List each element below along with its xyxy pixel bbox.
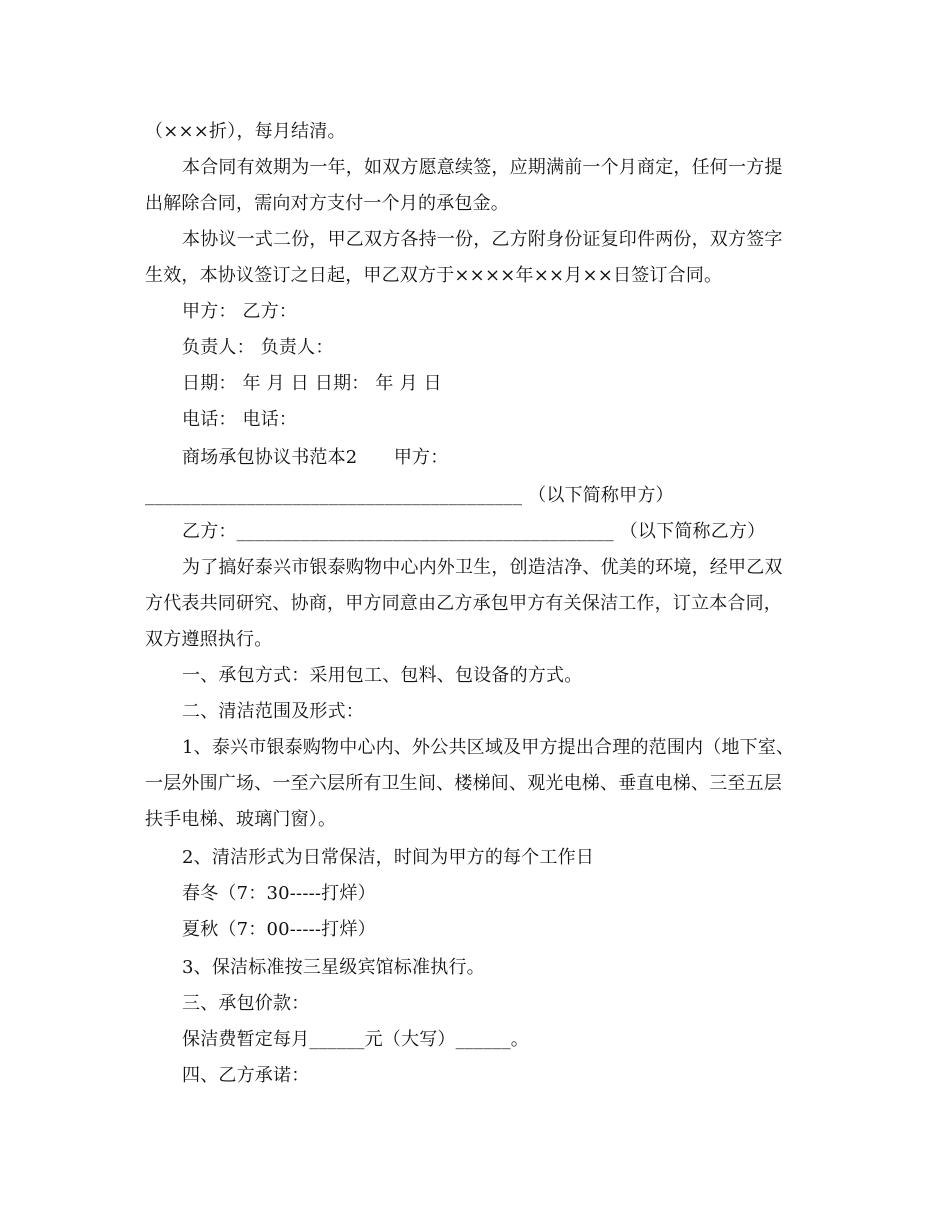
- clause-heading: 三、承包价款：: [182, 993, 310, 1014]
- text-line: 扶手电梯、玻璃门窗）。: [145, 809, 337, 830]
- fee-line: 保洁费暂定每月______元（大写）______。: [182, 1029, 529, 1050]
- text-line: （×××折），每月结清。: [145, 121, 346, 142]
- signature-date-line: 日期： 年 月 日 日期： 年 月 日: [182, 373, 442, 394]
- text-line: 本协议一式二份，甲乙双方各持一份，乙方附身份证复印件两份，双方签字: [182, 229, 783, 250]
- signature-party-line: 甲方： 乙方：: [182, 301, 298, 322]
- schedule-line: 春冬（7：30-----打烊）: [182, 883, 376, 904]
- text-line: 生效，本协议签订之日起，甲乙双方于××××年××月××日签订合同。: [145, 265, 723, 286]
- signature-person-line: 负责人： 负责人：: [182, 337, 334, 358]
- text-line: 1、泰兴市银泰购物中心内、外公共区域及甲方提出合理的范围内（地下室、: [182, 737, 795, 758]
- text-line: 双方遵照执行。: [145, 629, 273, 650]
- clause-heading: 一、承包方式：采用包工、包料、包设备的方式。: [182, 665, 583, 686]
- text-line: 本合同有效期为一年，如双方愿意续签，应期满前一个月商定，任何一方提: [182, 157, 783, 178]
- signature-phone-line: 电话： 电话：: [182, 409, 298, 430]
- clause-heading: 四、乙方承诺：: [182, 1065, 310, 1086]
- schedule-line: 夏秋（7：00-----打烊）: [182, 919, 376, 940]
- party-a-blank-line: _________________________________________ （以下简称甲方）: [145, 485, 674, 506]
- text-line: 出解除合同，需向对方支付一个月的承包金。: [145, 193, 509, 214]
- text-line: 3、保洁标准按三星级宾馆标准执行。: [182, 957, 485, 978]
- section-title: 商场承包协议书范本2 甲方：: [182, 447, 449, 468]
- text-line: 一层外围广场、一至六层所有卫生间、楼梯间、观光电梯、垂直电梯、三至五层: [145, 773, 782, 794]
- text-line: 方代表共同研究、协商，甲方同意由乙方承包甲方有关保洁工作，订立本合同，: [145, 593, 782, 614]
- text-line: 为了搞好泰兴市银泰购物中心内外卫生，创造洁净、优美的环境，经甲乙双: [182, 557, 783, 578]
- party-b-blank-line: 乙方：_________________________________________ （以下简称乙方）: [182, 521, 766, 542]
- text-line: 2、清洁形式为日常保洁，时间为甲方的每个工作日: [182, 847, 595, 868]
- clause-heading: 二、清洁范围及形式：: [182, 701, 364, 722]
